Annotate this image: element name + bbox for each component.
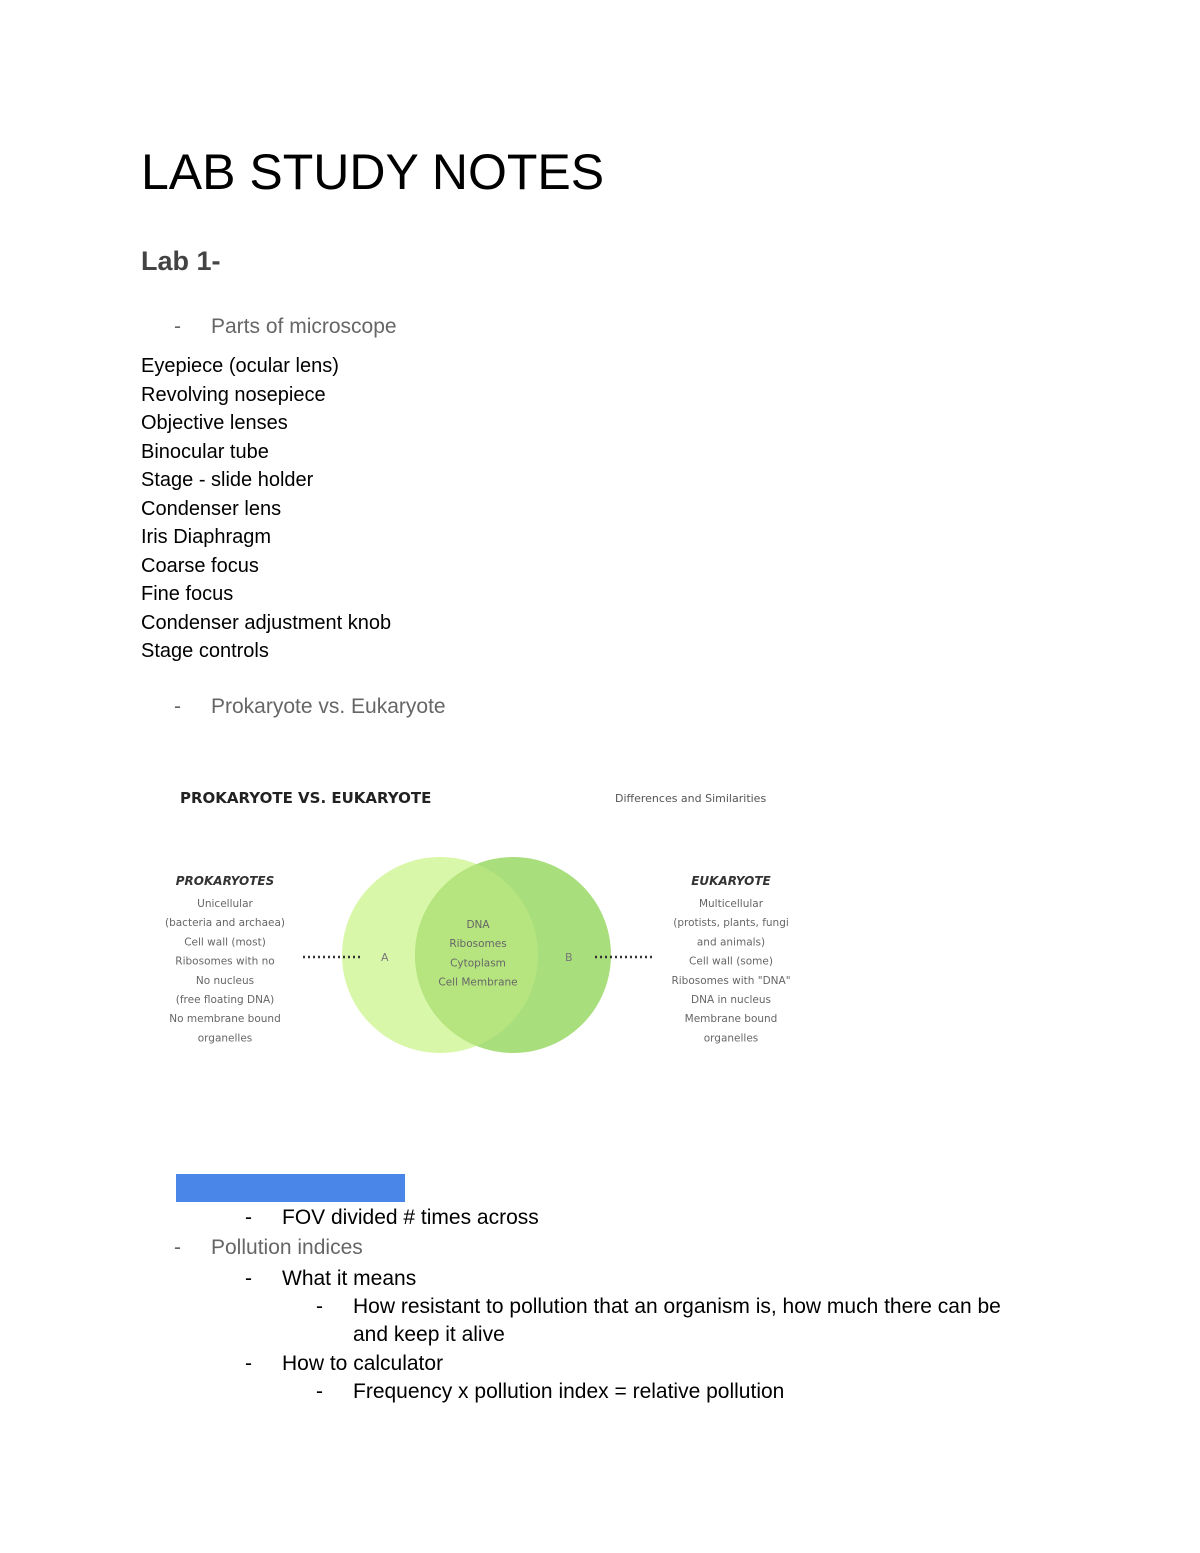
resistance-detail-line1: How resistant to pollution that an organism is, how much there can be bbox=[353, 1295, 1001, 1318]
list-item: Stage controls bbox=[141, 640, 269, 662]
list-item: Iris Diaphragm bbox=[141, 526, 272, 548]
prokaryote-header: PROKARYOTES bbox=[175, 874, 275, 888]
section-label-pollution: Pollution indices bbox=[211, 1236, 363, 1259]
list-item: Objective lenses bbox=[141, 412, 288, 434]
prokaryote-trait: (free floating DNA) bbox=[175, 994, 275, 1006]
venn-diagram-svg bbox=[143, 765, 808, 1065]
list-item: Binocular tube bbox=[141, 440, 269, 463]
bullet-dash: - bbox=[245, 1206, 252, 1229]
bullet-dash: - bbox=[174, 1236, 181, 1259]
prokaryote-trait: Unicellular bbox=[197, 898, 253, 910]
prokaryote-trait: Ribosomes with no bbox=[175, 955, 275, 968]
eukaryote-trait: DNA in nucleus bbox=[691, 994, 771, 1006]
prokaryote-trait: No membrane bound bbox=[169, 1013, 281, 1026]
shared-trait: Cell Membrane bbox=[438, 976, 518, 989]
list-item: Eyepiece (ocular lens) bbox=[141, 355, 339, 377]
bullet-dash: - bbox=[176, 1176, 183, 1199]
shared-trait: Ribosomes bbox=[449, 938, 507, 951]
venn-diagram-figure bbox=[143, 765, 808, 1065]
eukaryote-trait: Membrane bound bbox=[684, 1013, 778, 1026]
calc-detail: Frequency x pollution index = relative pollution bbox=[353, 1380, 785, 1403]
eukaryote-header: EUKARYOTE bbox=[691, 874, 771, 888]
prokaryote-trait: (bacteria and archaea) bbox=[164, 917, 286, 930]
diagram-title: PROKARYOTE VS. EUKARYOTE bbox=[180, 789, 432, 807]
prokaryote-trait: No nucleus bbox=[195, 974, 255, 987]
bullet-dash: - bbox=[316, 1380, 323, 1403]
list-item: Revolving nosepiece bbox=[141, 383, 326, 406]
list-item: Condenser lens bbox=[141, 497, 282, 520]
label-a: A bbox=[381, 951, 389, 964]
estimate-detail: FOV divided # times across bbox=[282, 1206, 539, 1229]
shared-trait: DNA bbox=[466, 919, 490, 931]
bullet-dash: - bbox=[316, 1295, 323, 1318]
bullet-dash: - bbox=[174, 315, 181, 338]
list-item: Condenser adjustment knob bbox=[141, 611, 392, 634]
list-item: Coarse focus bbox=[141, 554, 259, 577]
prokaryote-trait: Cell wall (most) bbox=[184, 936, 266, 949]
diagram-subtitle: Differences and Similarities bbox=[615, 792, 767, 805]
eukaryote-trait: Multicellular bbox=[698, 898, 764, 910]
label-b: B bbox=[565, 951, 573, 964]
section-label-estimate: How to estimate size bbox=[209, 1176, 403, 1199]
list-item: Stage - slide holder bbox=[141, 469, 314, 491]
section-label-parts: Parts of microscope bbox=[211, 315, 397, 338]
prokaryote-trait: organelles bbox=[197, 1032, 253, 1045]
eukaryote-trait: Cell wall (some) bbox=[689, 955, 773, 968]
eukaryote-trait: organelles bbox=[703, 1032, 759, 1045]
eukaryote-trait: (protists, plants, fungi bbox=[673, 917, 789, 930]
page-title: LAB STUDY NOTES bbox=[141, 144, 605, 200]
what-it-means-label: What it means bbox=[282, 1267, 417, 1290]
resistance-detail-line2: and keep it alive bbox=[353, 1323, 505, 1346]
how-to-calc-label: How to calculator bbox=[282, 1352, 444, 1375]
list-item: Fine focus bbox=[141, 583, 234, 605]
highlighted-selection bbox=[176, 1174, 405, 1202]
eukaryote-trait: and animals) bbox=[696, 936, 766, 949]
bullet-estimate-size bbox=[176, 1174, 405, 1202]
bullet-dash: - bbox=[245, 1267, 252, 1290]
microscope-parts-list bbox=[141, 352, 391, 666]
eukaryote-trait: Ribosomes with "DNA" bbox=[671, 974, 791, 987]
lab1-heading: Lab 1- bbox=[141, 246, 221, 276]
bullet-dash: - bbox=[174, 695, 181, 718]
shared-trait: Cytoplasm bbox=[450, 957, 506, 970]
bullet-dash: - bbox=[245, 1352, 252, 1375]
section-label-pro-eu: Prokaryote vs. Eukaryote bbox=[211, 695, 446, 718]
